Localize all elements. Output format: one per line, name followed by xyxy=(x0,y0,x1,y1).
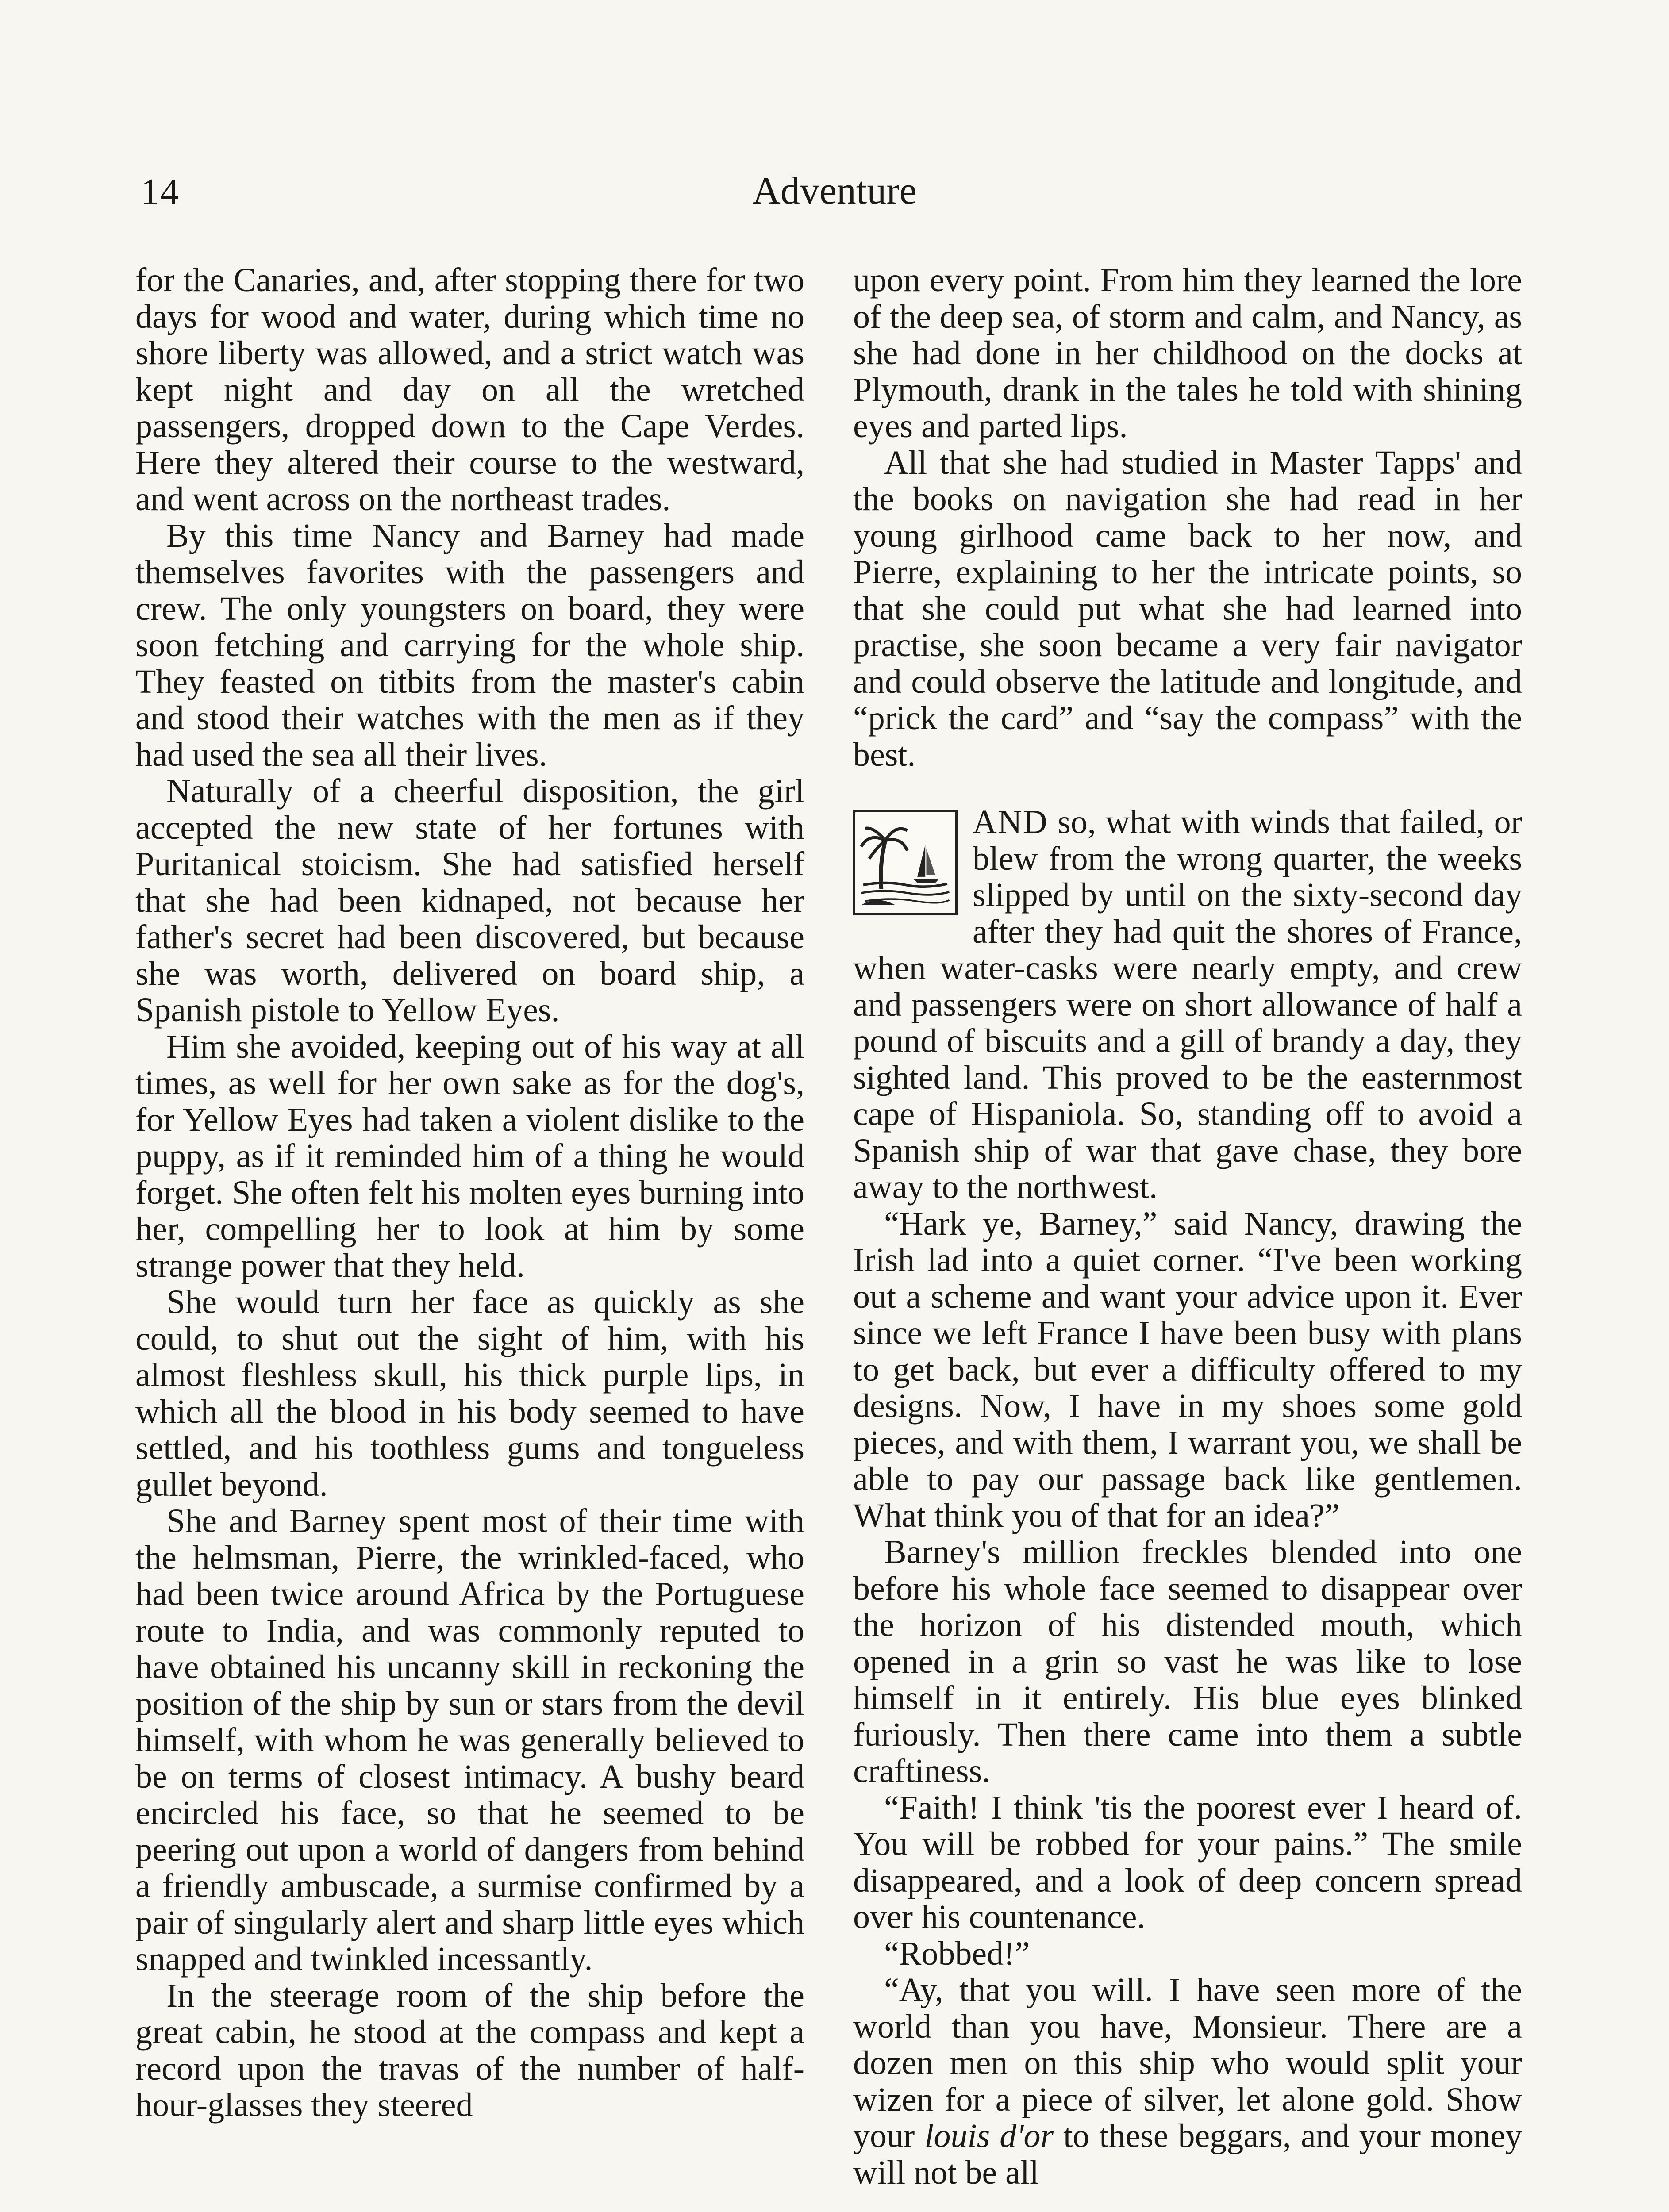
paragraph: “Robbed!” xyxy=(884,1935,1030,1972)
paragraph-text: to these beggars, and your money will not be all xyxy=(853,2117,1522,2191)
paragraph: for the Canaries, and, after stopping there for two days for wood and water, during which time no shore liberty was allowed, and a strict watch was kept night and day on all the wretched passengers, dropped down to the Cape Verdes. Here they altered their course to the westward, and went across on the northeast trades. xyxy=(135,261,804,518)
section-start xyxy=(853,804,1522,1206)
section-lead-word: AND xyxy=(973,803,1048,841)
paragraph: She and Barney spent most of their time with the helmsman, Pierre, the wrinkled-faced, who had been twice around Africa by the Portuguese route to India, and was commonly reputed to have obtained his uncanny skill in reckoning the position of the ship by sun or stars from the devil himself, with whom he was generally believed to be on terms of closest intimacy. A bushy beard encircled his face, so that he seemed to be peering out upon a world of dangers from behind a friendly ambuscade, a surmise confirmed by a pair of singularly alert and sharp little eyes which snapped and twinkled incessantly. xyxy=(135,1502,804,1978)
paragraph: Barney's million freckles blended into one before his whole face seemed to disappear over the horizon of his distended mouth, which opened in a grin so vast he was like to lose himself in it entirely. His blue eyes blinked furiously. Then there came into them a subtle craftiness. xyxy=(853,1533,1522,1790)
paragraph xyxy=(853,1972,1522,2191)
paragraph: Him she avoided, keeping out of his way at all times, as well for her own sake as for the dog's, for Yellow Eyes had taken a violent dislike to the puppy, as if it reminded him of a thing he would forget. She often felt his molten eyes burning into her, compelling her to look at him by some strange power that they held. xyxy=(135,1028,804,1284)
paragraph: She would turn her face as quickly as she could, to shut out the sight of him, with his almost fleshless skull, his thick purple lips, in which all the blood in his body seemed to have settled, and his toothless gums and tongueless gullet beyond. xyxy=(135,1283,804,1503)
running-head-title: Adventure xyxy=(752,169,917,212)
section-lead-text: so, what with winds that failed, or blew from the wrong quarter, the weeks slipped by until on the sixty-second day after they had quit the shores of France, when water-casks were nearly empty, and crew and passengers were on short allowance of half a pound of biscuits and a gill of brandy a day, they sighted land. This proved to be the easternmost cape of Hispaniola. So, standing off to avoid a Spanish ship of war that gave chase, they bore away to the northwest. xyxy=(853,803,1522,1206)
paragraph: All that she had studied in Master Tapps' and the books on navigation she had read in her young girlhood came back to her now, and Pierre, explaining to her the intricate points, so that she could put what she had learned into practise, she soon became a very fair navigator and could observe the latitude and longitude, and “prick the card” and “say the compass” with the best. xyxy=(853,444,1522,773)
paragraph: “Faith! I think 'tis the poorest ever I heard of. You will be robbed for your pains.” The smile disappeared, and a look of deep concern spread over his countenance. xyxy=(853,1789,1522,1936)
paragraph-text: “Ay, that you will. I have seen more of the world than you have, Monsieur. There are a dozen men on this ship who would split your wizen for a piece of silver, let alone gold. Show your xyxy=(853,1971,1522,2154)
italic-phrase: louis d'or xyxy=(924,2117,1054,2154)
paragraph: “Hark ye, Barney,” said Nancy, drawing the Irish lad into a quiet corner. “I've been working out a scheme and want your advice upon it. Ever since we left France I have been busy with plans to get back, but ever a difficulty offered to my designs. Now, I have in my shoes some gold pieces, and with them, I warrant you, we shall be able to pay our passage back like gentlemen. What think you of that for an idea?” xyxy=(853,1205,1522,1534)
right-column xyxy=(853,262,1522,2191)
paragraph: Naturally of a cheerful disposition, the girl accepted the new state of her fortunes with Puritanical stoicism. She had satisfied herself that she had been kidnaped, not because her father's secret had been discovered, but because she was worth, delivered on board ship, a Spanish pistole to Yellow Eyes. xyxy=(135,772,804,1029)
left-column xyxy=(135,262,804,2124)
paragraph: In the steerage room of the ship before the great cabin, he stood at the compass and kept a record upon the travas of the number of half-hour-glasses they steered xyxy=(135,1977,804,2124)
paragraph: upon every point. From him they learned the lore of the deep sea, of storm and calm, and Nancy, as she had done in her childhood on the docks at Plymouth, drank in the tales he told with shining eyes and parted lips. xyxy=(853,261,1522,445)
page-number: 14 xyxy=(141,171,180,212)
palm-island-ship-vignette-icon xyxy=(853,810,958,915)
paragraph: By this time Nancy and Barney had made themselves favorites with the passengers and crew. The only youngsters on board, they were soon fetching and carrying for the whole ship. They feasted on titbits from the master's cabin and stood their watches with the men as if they had used the sea all their lives. xyxy=(135,517,804,773)
